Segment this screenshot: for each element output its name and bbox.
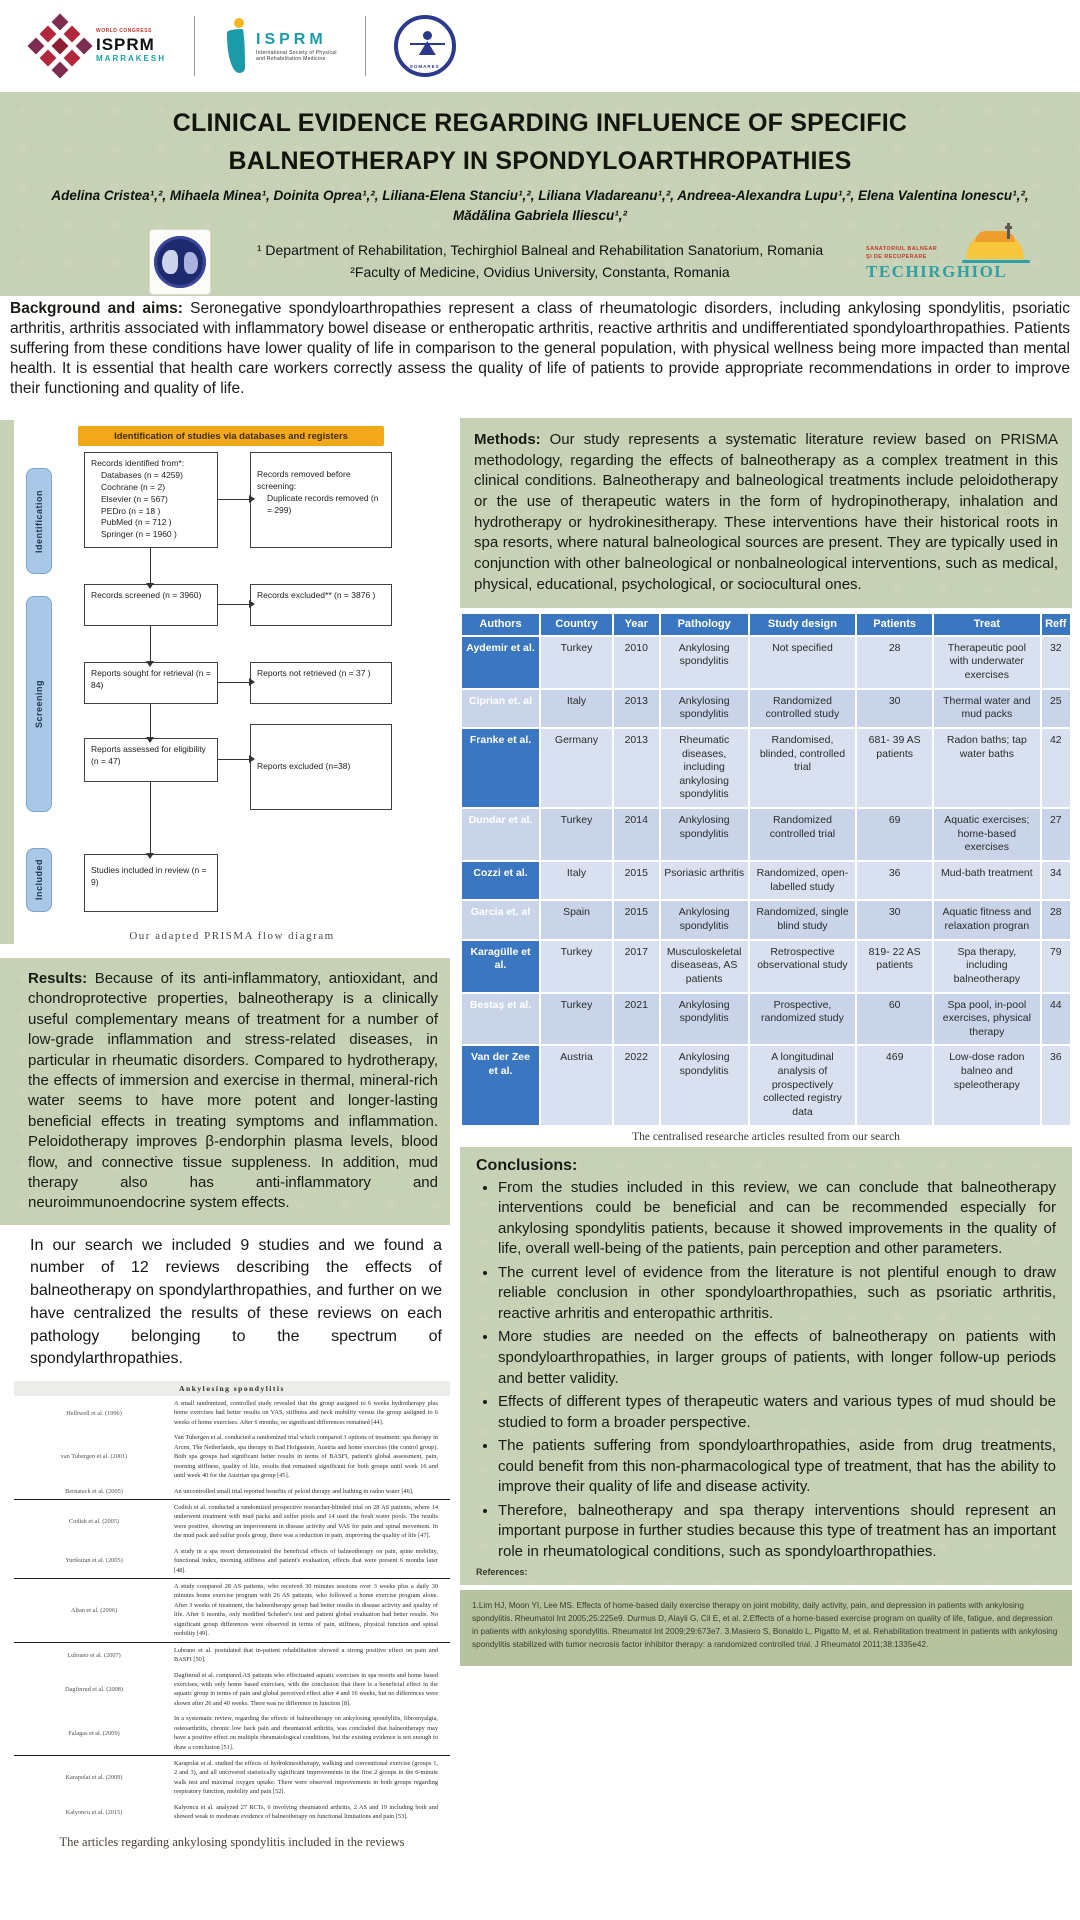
authors-line2: Mădălina Gabriela Iliescu¹,² (452, 208, 628, 224)
cell-authors: Dundar et al. (462, 809, 539, 860)
prisma-database-item: Springer (n = 1960 ) (101, 529, 177, 540)
marrakesh-motif-icon (32, 18, 88, 74)
prisma-database-item: Databases (n = 4259) (101, 469, 183, 480)
prisma-box-identified (84, 452, 218, 548)
cell-design: Prospective, randomized study (750, 994, 855, 1045)
arrow-right-icon (218, 682, 250, 683)
cell-authors: Aydemir et al. (462, 637, 539, 688)
stage-label: Identification (34, 489, 44, 553)
ovidius-seal-icon (154, 236, 206, 288)
conclusions-label: Conclusions: (476, 1156, 578, 1174)
marrakesh-city-label: MARRAKESH (96, 54, 166, 64)
references-label: References: (476, 1567, 528, 1578)
study-table-row (462, 809, 1070, 860)
cell-design: Randomized controlled trial (750, 809, 855, 860)
prisma-caption: Our adapted PRISMA flow diagram (129, 930, 335, 942)
cell-pathology: Ankylosing spondylitis (661, 809, 748, 860)
prisma-stage-identification (26, 468, 52, 574)
article-row (14, 1755, 450, 1800)
arrow-right-icon (218, 604, 250, 605)
cell-reff: 34 (1042, 862, 1070, 899)
article-reference: Codish et al. (2005) (68, 1518, 120, 1526)
prisma-removed-title: Records removed before screening: (257, 469, 351, 491)
cell-design: A longitudinal analysis of prospectively collected registry data (750, 1046, 855, 1124)
prisma-box-reports-excluded: Reports excluded (n=38) (250, 724, 392, 810)
article-summary: Kalyoncu et al. analyzed 27 RCTs, 6 involving rheumatoid arthritis, 2 AS and 19 including both and showed weak to moderate evidence of balneotherapy on functional limitations and pain [53]. (174, 1803, 438, 1821)
right-column (460, 418, 1072, 1666)
marrakesh-congress-label: WORLD CONGRESS (96, 27, 152, 34)
col-header-treat: Treat (934, 614, 1039, 635)
cell-treat: Mud-bath treatment (934, 862, 1039, 899)
cell-patients: 681- 39 AS patients (857, 729, 932, 807)
cell-country: Turkey (541, 637, 612, 688)
arrow-right-icon (218, 499, 250, 500)
results-section (0, 958, 450, 1225)
techirghiol-subtitle-line1: SANATORIUL BALNEAR (866, 245, 938, 252)
article-summary: In a systematic review, regarding the effects of balneotherapy on ankylosing spondylitis, fibromyalgia, osteoarthritis, chronic low back pain and rheumatoid arthritis, was concluded that balneotherapy may have a positive effect on multiple rheumatological conditions, but the existing evidence is not enough to draw a conclusion [51]. (174, 1715, 438, 1751)
cell-patients: 60 (857, 994, 932, 1045)
article-reference: Lubrano et al. (2007) (67, 1651, 121, 1659)
study-table-row (462, 637, 1070, 688)
cell-authors: Karagülle et al. (462, 941, 539, 992)
cell-reff: 27 (1042, 809, 1070, 860)
arrow-down-icon (150, 704, 151, 738)
page-margin-strip (0, 420, 14, 944)
article-summary: A study in a spa resort demonstrated the beneficial effects of balneotherapy on pain, spine mobility, functional index, morning stiffness and patient's evaluation, effects that were present 6 months later [48]. (174, 1547, 438, 1574)
col-header-authors: Authors (462, 614, 539, 635)
methods-section (460, 418, 1072, 608)
articles-table-rows (14, 1396, 450, 1825)
cell-authors: Bestaş et al. (462, 994, 539, 1045)
study-table-row (462, 690, 1070, 727)
cell-year: 2022 (614, 1046, 659, 1124)
authors-line1: Adelina Cristea¹,², Mihaela Minea¹, Doinita Oprea¹,², Liliana-Elena Stanciu¹,², Liliana Vladareanu¹,², Andreea-Alexandra Lupu¹,², Elena Valentina Ionescu¹,², (51, 188, 1029, 203)
prisma-box-not-retrieved: Reports not retrieved (n = 37 ) (250, 662, 392, 704)
article-reference: Karapolat et al. (2009) (65, 1774, 123, 1782)
cell-country: Turkey (541, 994, 612, 1045)
cell-authors: Van der Zee et al. (462, 1046, 539, 1124)
cell-design: Randomized controlled study (750, 690, 855, 727)
study-table-caption: The centralised researche articles resulted from our search (632, 1130, 900, 1143)
article-row (14, 1800, 450, 1825)
prisma-stage-included (26, 848, 52, 912)
cell-year: 2017 (614, 941, 659, 992)
cell-pathology: Ankylosing spondylitis (661, 901, 748, 938)
cell-country: Italy (541, 690, 612, 727)
conclusion-bullet: • From the studies included in this review, we can conclude that balneotherapy interventions could be beneficial and can be recommended especially for ankylosing spondylitis patients, because it showed improvements in the quality of life, overall well-being of the patients, pain perception and other parameters. (498, 1178, 1056, 1260)
stage-label: Included (34, 859, 44, 901)
article-row (14, 1396, 450, 1430)
study-table-body (462, 637, 1070, 1125)
article-row (14, 1668, 450, 1712)
search-note: In our search we included 9 studies and we found a number of 12 reviews describing the effects of balneotherapy on spondylarthropathies, and further on we have centralized the results of these reviews on each pathology belonging to the spectrum of spondylarthropathies. (30, 1236, 442, 1368)
articles-review-table (14, 1381, 450, 1825)
arrow-right-icon (218, 759, 250, 760)
isprm-name-label: ISPRM (256, 30, 327, 48)
prisma-identified-title: Records identified from*: (91, 458, 185, 468)
prisma-flow-diagram (14, 420, 450, 944)
conclusion-bullet: • Effects of different types of therapeutic waters and various types of mud should be studied to form a broader perspective. (498, 1392, 1056, 1433)
isprm-figure-icon (223, 18, 249, 74)
logo-divider (365, 16, 366, 76)
isprm-logo (223, 18, 337, 74)
article-row (14, 1642, 450, 1668)
study-table-row (462, 729, 1070, 807)
prisma-box-assessed: Reports assessed for eligibility (n = 47) (84, 738, 218, 782)
col-header-patients: Patients (857, 614, 932, 635)
cell-treat: Spa therapy, including balneotherapy (934, 941, 1039, 992)
col-header-pathology: Pathology (661, 614, 748, 635)
cell-treat: Thermal water and mud packs (934, 690, 1039, 727)
study-table-row (462, 994, 1070, 1045)
prisma-box-included: Studies included in review (n = 9) (84, 854, 218, 912)
isprm-subtitle-line1: International Society of Physical (256, 49, 337, 56)
poster-title-line1: CLINICAL EVIDENCE REGARDING INFLUENCE OF SPECIFIC (172, 109, 908, 137)
logo-divider (194, 16, 195, 76)
cell-year: 2021 (614, 994, 659, 1045)
cell-year: 2013 (614, 690, 659, 727)
cell-year: 2015 (614, 901, 659, 938)
cell-reff: 28 (1042, 901, 1070, 938)
tower-icon (1007, 223, 1010, 239)
cell-patients: 28 (857, 637, 932, 688)
article-summary: A small randomized, controlled study revealed that the group assigned to 6 weeks hydrotherapy plus home exercises had better results on VAS, stiffness and neck mobility versus the group assigned to 6 weeks of home exercises. After 6 months, no significant differences remained [44]. (174, 1400, 438, 1426)
references-section: 1.Lim HJ, Moon YI, Lee MS. Effects of home-based daily exercise therapy on joint mobility, daily activity, pain, and depression in patients with ankylosing spondylitis. Rheumatol Int 2005;25:225e9. Durmus D, Alayli G, Cil E, et al. 2.Effects of a home-based exercise program on quality of life, fatigue, and depression in patients with ankylosing spondylitis. Rheumatol Int 2009;29:673e7. 3.Masiero S, Bonaldo L, Pigatto M, et al. Rehabilitation treatment in patients with ankylosing spondylitis stabilized with tumor necrosis factor inhibitor therapy: a randomized controlled trial. J Rheumatol 2011;38:1335e42. (460, 1590, 1072, 1666)
cell-country: Germany (541, 729, 612, 807)
title-band (0, 92, 1080, 296)
article-row (14, 1711, 450, 1755)
cell-authors: Cozzi et al. (462, 862, 539, 899)
prisma-box-removed (250, 452, 392, 548)
cell-year: 2014 (614, 809, 659, 860)
article-summary: A study compared 28 AS patients, who received 30 minutes sessions over 3 weeks plus a daily 30 minutes home exercise program with 26 AS patients, who followed a home exercise program alone. After 3 weeks of treatment, the balneotherapy group had better results in disease activity and quality of life. After 6 months, only modified Schober's test and patient global evaluation had better results. No significant group differences were observed in terms of pain, stiffness, physical function and spinal mobility [49]. (174, 1583, 438, 1638)
methods-label: Methods: (474, 431, 541, 448)
article-row (14, 1499, 450, 1544)
cell-year: 2010 (614, 637, 659, 688)
article-row (14, 1544, 450, 1578)
prisma-box-sought: Reports sought for retrieval (n = 84) (84, 662, 218, 704)
cell-design: Randomised, blinded, controlled trial (750, 729, 855, 807)
cell-pathology: Musculoskeletal diseaseas, AS patients (661, 941, 748, 992)
cell-country: Spain (541, 901, 612, 938)
cell-patients: 69 (857, 809, 932, 860)
study-table-row (462, 901, 1070, 938)
cell-reff: 25 (1042, 690, 1070, 727)
techirghiol-name-label: TECHIRGHIOL (866, 261, 1008, 281)
affiliation-row (0, 229, 1080, 295)
study-table-header-row (462, 614, 1070, 635)
sun-icon (966, 231, 1024, 259)
prisma-identified-items (91, 470, 211, 541)
cell-pathology: Ankylosing spondylitis (661, 994, 748, 1045)
prisma-stage-screening (26, 596, 52, 812)
results-label: Results: (28, 970, 88, 987)
arrow-down-icon (150, 626, 151, 662)
cell-pathology: Ankylosing spondylitis (661, 690, 748, 727)
techirghiol-subtitle-line2: ŞI DE RECUPERARE (866, 253, 927, 260)
cell-authors: Garcia et. al (462, 901, 539, 938)
techirghiol-logo (864, 231, 1044, 293)
poster-title-line2: BALNEOTHERAPY IN SPONDYLOARTHROPATHIES (228, 146, 852, 175)
cell-reff: 42 (1042, 729, 1070, 807)
article-reference: Falagas et al. (2009) (68, 1729, 120, 1737)
cell-treat: Spa pool, in-pool exercises, physical therapy (934, 994, 1039, 1045)
conclusion-bullet: • The current level of evidence from the literature is not plentiful enough to draw reliable conclusion in other spondyloarthropathies, such as psoriatic arthritis, reactive arhritis and enteropathic arthritis. (498, 1263, 1056, 1325)
col-header-year: Year (614, 614, 659, 635)
cell-country: Turkey (541, 941, 612, 992)
cell-reff: 36 (1042, 1046, 1070, 1124)
conclusions-section (460, 1147, 1072, 1586)
conclusion-bullet: • More studies are needed on the effects of balneotherapy on patients with spondyloarthropathies, in larger groups of patients, with longer follow-up periods and better validity. (498, 1327, 1056, 1389)
cell-design: Randomized, open-labelled study (750, 862, 855, 899)
prisma-database-item: Elsevier (n = 567) (101, 493, 168, 504)
cell-pathology: Ankylosing spondylitis (661, 1046, 748, 1124)
cell-treat: Therapeutic pool with underwater exercises (934, 637, 1039, 688)
article-summary: Dagfinrud et al. compared AS patients who effectuated aquatic exercises in spa resorts and home based exercises, with only home based exercises, with the conclusion that there is a beneficial effect in the aquatic group in terms of pain and global perceived effect after 4 and 16 weeks, but no differences were shown after 26 and 40 weeks. There was no difference in function [8]. (174, 1671, 438, 1707)
somares-logo-icon (394, 15, 456, 77)
marrakesh-isprm-label: ISPRM (96, 34, 155, 54)
article-summary: Codish et al. conducted a randomized prospective researcher-blinded trial on 28 AS patients, where 14 underwent treatment with mud packs and sulfur pools and 14 used the fresh water pools. The results were positive, showing an improvement in disease activity and VAS for pain and spinal movement. In the mud pack and sulfur pools group, there was a reduction in pain, improving the quality of life [47]. (174, 1503, 438, 1540)
cell-pathology: Rheumatic diseases, including ankylosing spondylitis (661, 729, 748, 807)
study-table (460, 612, 1072, 1127)
col-header-design: Study design (750, 614, 855, 635)
cell-pathology: Ankylosing spondylitis (661, 637, 748, 688)
cell-pathology: Psoriasic arthritis (661, 862, 748, 899)
affiliation-line1: ¹ Department of Rehabilitation, Techirghiol Balneal and Rehabilitation Sanatorium, Romania (256, 241, 824, 258)
background-text: Seronegative spondyloarthropathies represent a class of rheumatologic disorders, including ankylosing spondylitis, psoriatic arthritis, arthritis associated with inflammatory bowel disease or entheropatic arthritis, reactive arthritis and undifferentiated spondyloarthropathies. Patients suffering from these conditions have lower quality of life in comparison to the general population, with physical wellness being more impacted than mental health. It is essential that health care workers correctly assess the quality of life of patients to provide appropriate recommendations in order to improve their functioning and quality of life. (10, 300, 1070, 397)
col-header-reff: Reff (1042, 614, 1070, 635)
somares-name-label: SOMARES (409, 64, 440, 69)
conclusion-bullet: • Therefore, balneotherapy and spa therapy interventions should represent an important purpose in further studies because this type of treatment has an important role in rheumatological conditions, such as spondyloarthropathies. (498, 1501, 1056, 1563)
isprm-marrakesh-logo (32, 18, 166, 74)
study-table-row (462, 862, 1070, 899)
cell-design: Retrospective observational study (750, 941, 855, 992)
study-table-row (462, 1046, 1070, 1124)
cell-treat: Aquatic exercises; home-based exercises (934, 809, 1039, 860)
prisma-database-item: PEDro (n = 18 ) (101, 505, 161, 516)
cell-authors: Franke et al. (462, 729, 539, 807)
cell-design: Randomized, single blind study (750, 901, 855, 938)
background-label: Background and aims: (10, 300, 183, 317)
prisma-box-excluded: Records excluded** (n = 3876 ) (250, 584, 392, 626)
cell-reff: 32 (1042, 637, 1070, 688)
col-header-country: Country (541, 614, 612, 635)
affiliation-line2: ²Faculty of Medicine, Ovidius University, Constanta, Romania (350, 263, 730, 280)
conclusion-bullet: • The patients suffering from spondyloarthropathies, aside from drug treatments, could benefit from this non-pharmacological type of treatment, that has the ability to improve their quality of life and disease activity. (498, 1436, 1056, 1498)
prisma-box-screened: Records screened (n = 3960) (84, 584, 218, 626)
prisma-database-item: Cochrane (n = 2) (101, 481, 166, 492)
conclusions-list (476, 1178, 1056, 1563)
study-table-row (462, 941, 1070, 992)
arrow-down-icon (150, 548, 151, 584)
isprm-subtitle-line2: and Rehabilitation Medicine (256, 56, 326, 62)
cell-reff: 44 (1042, 994, 1070, 1045)
cell-patients: 819- 22 AS patients (857, 941, 932, 992)
article-reference: Bernateck et al. (2005) (65, 1487, 123, 1495)
cell-country: Turkey (541, 809, 612, 860)
prisma-database-item: PubMed (n = 712 ) (101, 517, 172, 528)
stage-label: Screening (34, 679, 44, 728)
ovidius-university-logo (150, 230, 210, 294)
article-reference: van Tubergen et al. (2001) (60, 1453, 128, 1461)
article-reference: Dagfinrud et al. (2008) (64, 1685, 124, 1693)
cell-patients: 30 (857, 901, 932, 938)
article-reference: Kalyoncu et al. (2015) (65, 1808, 123, 1816)
cell-year: 2013 (614, 729, 659, 807)
cell-year: 2015 (614, 862, 659, 899)
article-row (14, 1430, 450, 1483)
articles-table-caption: The articles regarding ankylosing spondylitis included in the reviews (59, 1834, 405, 1849)
cell-treat: Radon baths; tap water baths (934, 729, 1039, 807)
cell-patients: 30 (857, 690, 932, 727)
article-reference: Altan et al. (2006) (70, 1606, 118, 1614)
cell-design: Not specified (750, 637, 855, 688)
articles-table-title: Ankylosing spondylitis (14, 1381, 450, 1396)
article-summary: Van Tubergen et al. conducted a randomized trial which compared 3 options of treatment: spa therapy in Arcen, The Netherlands, spa therapy in Bad Hofgastein, Austria and home exercises (the control group). Both spa groups had significant better results in terms of BASFI, patient's global assessment, pain, morning stiffness, quality of life, results that remained significant for both groups until week 16 and until week 40 for the Austrian spa group [45]. (174, 1434, 438, 1480)
article-reference: Helliwell et al. (1996) (66, 1409, 122, 1417)
article-reference: Yurtkuran et al. (2005) (65, 1557, 123, 1565)
cell-reff: 79 (1042, 941, 1070, 992)
results-text: Because of its anti-inflammatory, antioxidant, and chondroprotective properties, balneotherapy is a clinically useful complementary means of treatment for a number of low-grade inflammation and stress-related diseases, in particular in rheumatic disorders. Compared to hydrotherapy, the effects of immersion and exercise in thermal, mineral-rich water seems to have more potent and longer-lasting beneficial effects in treating symptoms and inflammation. Peloidotherapy improves β-endorphin plasma levels, blood flow, and connective tissue suppleness. In addition, mud therapy also has anti-inflammatory and neuroimmunoendocrine system effects. (28, 970, 438, 1212)
left-column (14, 420, 450, 1850)
prisma-banner: Identification of studies via databases and registers (78, 426, 384, 446)
cell-treat: Aquatic fitness and relaxation progran (934, 901, 1039, 938)
article-summary: Karapolat et al. studied the effects of hydrokinesitherapy, walking and conventional exercise (groups 1, 2 and 3), and all uncovered statistically significant improvements in the first 2 groups in the 6-minute walk test and maximal oxygen uptake. There were observed improvements in both groups regarding respiratory function, mobility and pain [52]. (174, 1760, 438, 1796)
cell-country: Austria (541, 1046, 612, 1124)
article-row (14, 1484, 450, 1499)
logo-band (0, 0, 1080, 92)
cell-authors: Ciprian et. al (462, 690, 539, 727)
article-summary: Lubrano et al. postulated that in-patient rehabilitation showed a strong positive effect on pain and BASFI [50]. (174, 1646, 438, 1664)
cell-country: Italy (541, 862, 612, 899)
cell-treat: Low-dose radon balneo and speleotherapy (934, 1046, 1039, 1124)
prisma-removed-item: Duplicate records removed (n = 299) (267, 492, 379, 515)
cell-patients: 469 (857, 1046, 932, 1124)
arrow-down-icon (150, 782, 151, 854)
background-section (0, 299, 1080, 399)
methods-text: Our study represents a systematic literature review based on PRISMA methodology, regarding the effects of balneotherapy as a complex treatment in this clinical conditions. Balneotherapy and balneological treatments include peloidotherapy or the use of therapeutic waters in the form of hydropinotherapy, inhalation and hydrotherapy or hydrokinesitherapy. These interventions have their historical roots in spa resorts, where natural balneological sources are present. They are typically used in conjunction with other balneological or nonbalneological interventions, such as medical, physical, educational, psychological, or sociocultural ones. (474, 431, 1058, 593)
cell-patients: 36 (857, 862, 932, 899)
article-row (14, 1578, 450, 1642)
article-summary: An uncontrolled small trial reported benefits of peloid therapy and bathing in radon water [46]. (174, 1487, 414, 1495)
